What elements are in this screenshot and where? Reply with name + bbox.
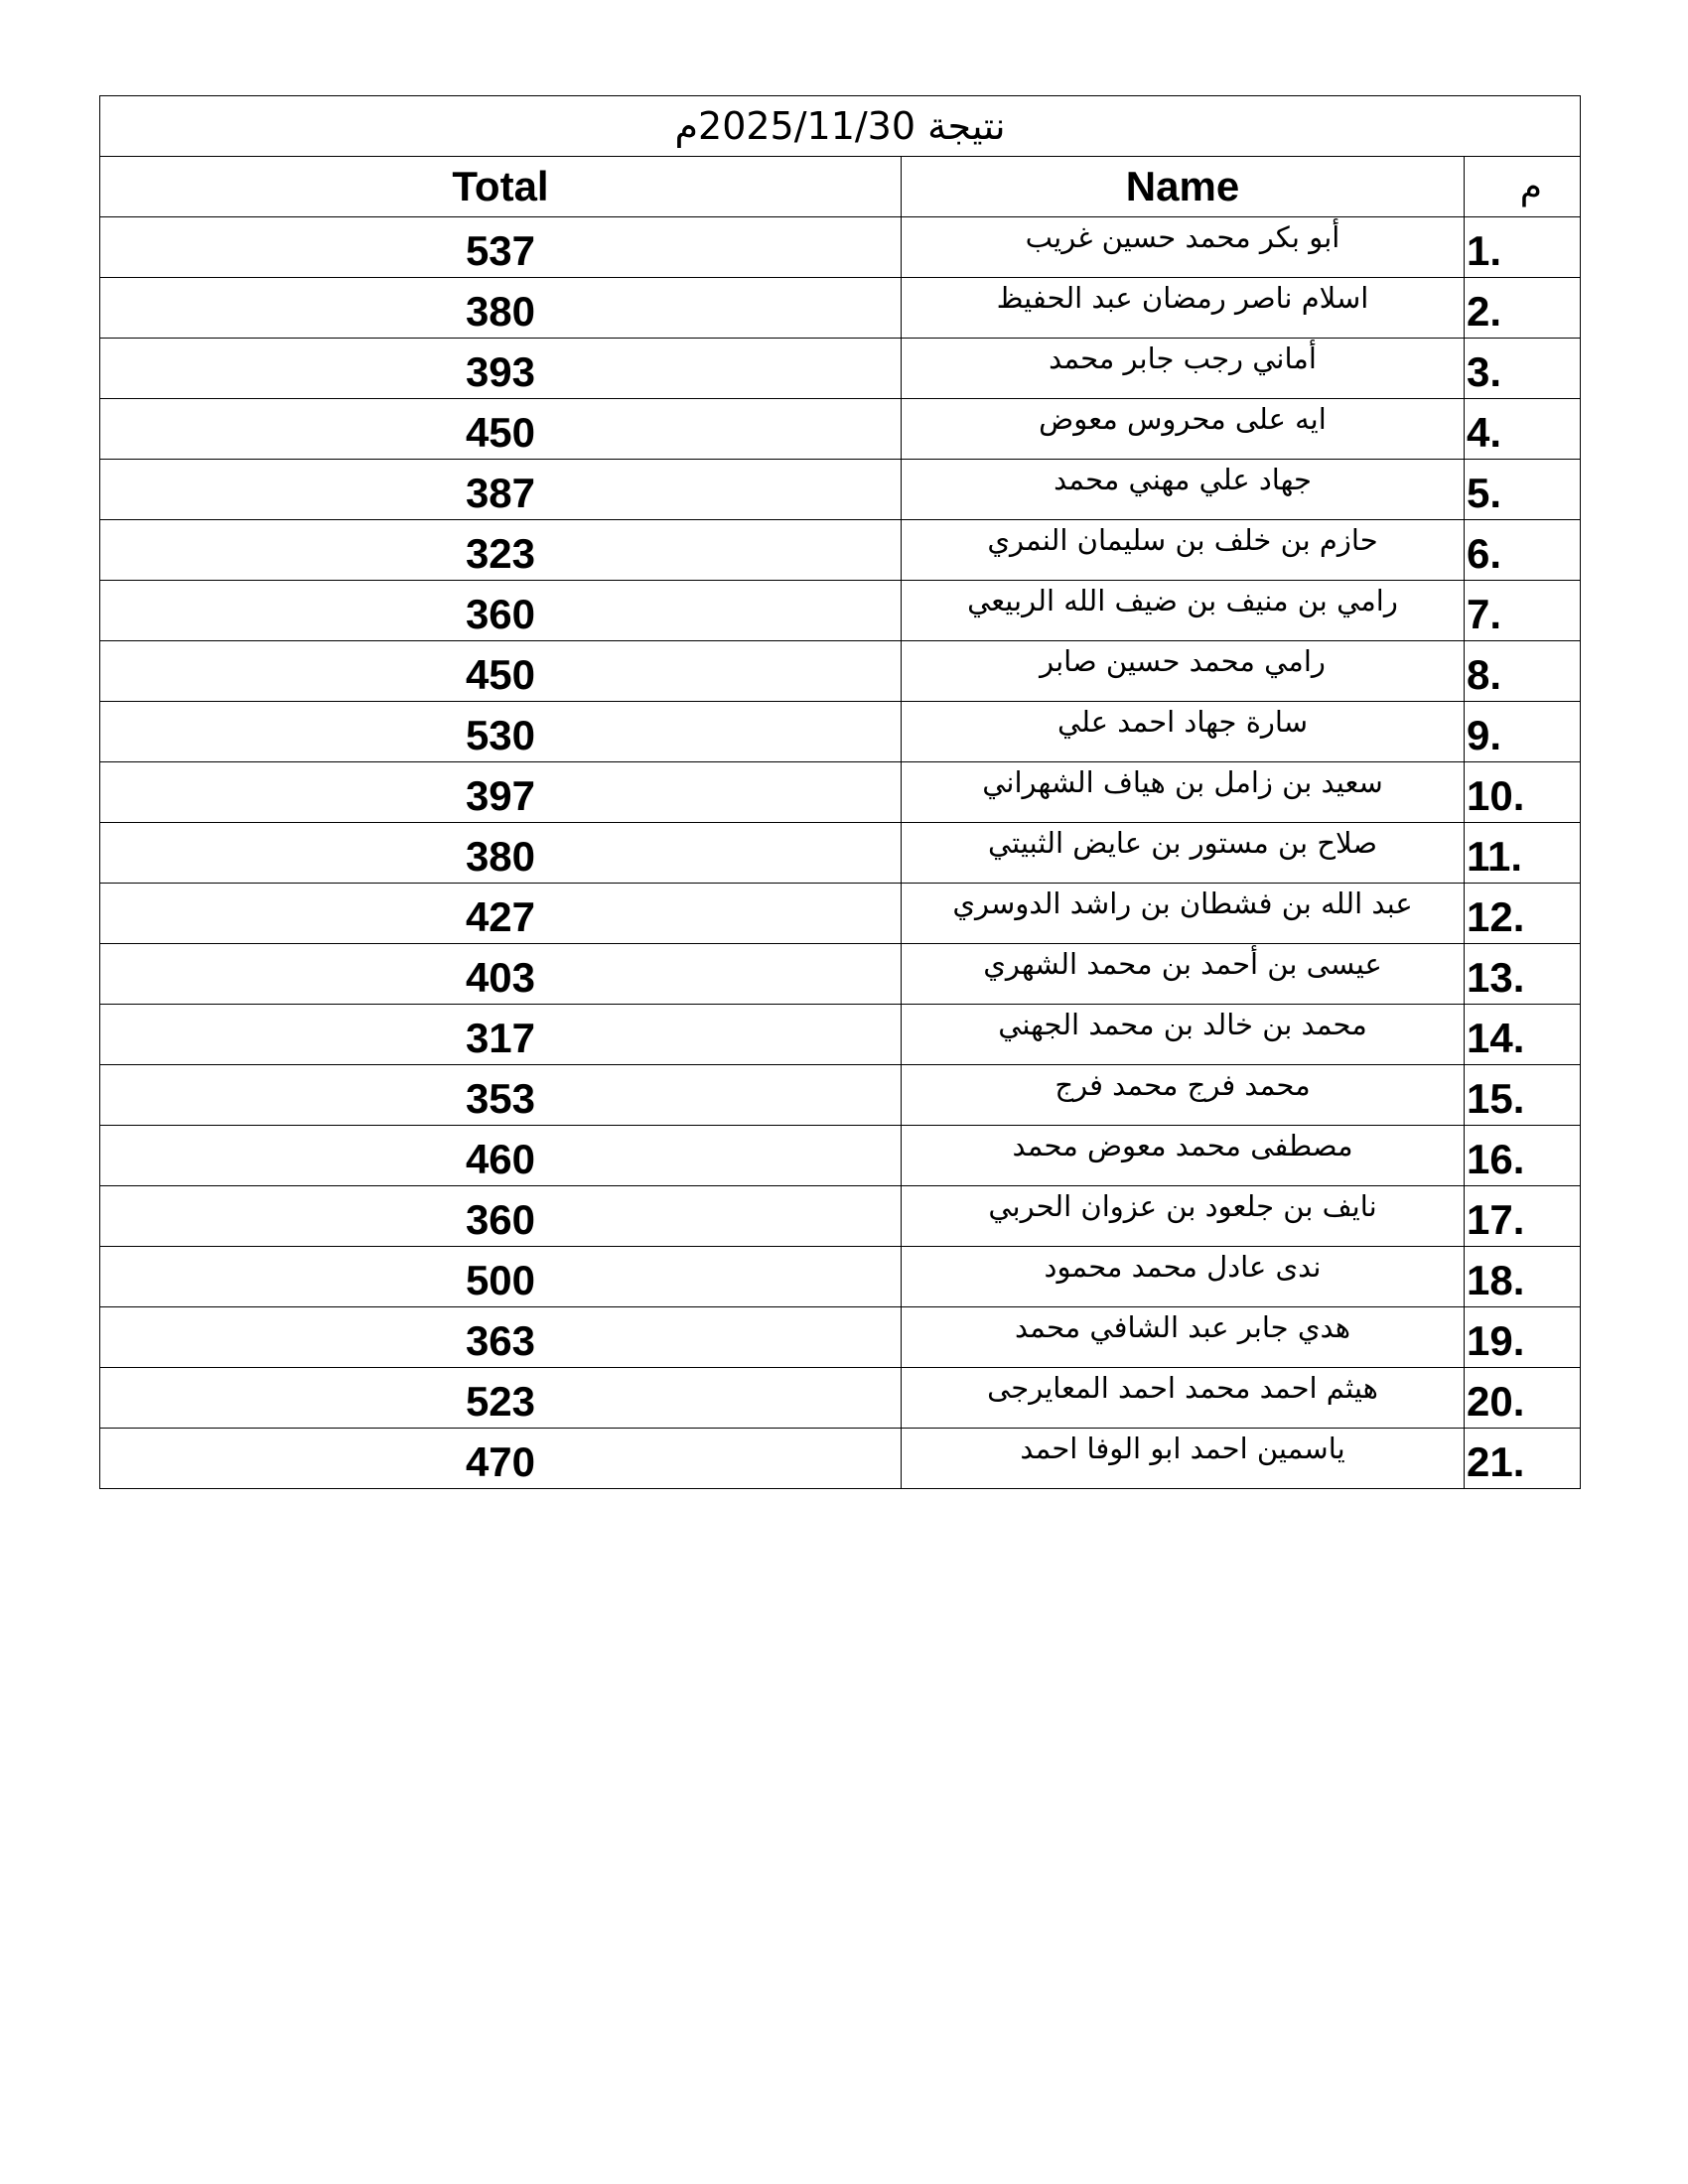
header-number: م [1465,157,1581,217]
row-number-cell: 14. [1465,1005,1581,1065]
name-cell: سعيد بن زامل بن هياف الشهراني [902,762,1465,823]
name-cell: أبو بكر محمد حسين غريب [902,217,1465,278]
total-cell: 523 [100,1368,902,1429]
table-row [100,217,1581,278]
row-number-cell: 18. [1465,1247,1581,1307]
row-number-cell: 12. [1465,884,1581,944]
row-number-cell: 8. [1465,641,1581,702]
total-cell: 360 [100,1186,902,1247]
table-row [100,762,1581,823]
row-number-cell: 1. [1465,217,1581,278]
name-cell: هيثم احمد محمد احمد المعايرجى [902,1368,1465,1429]
table-row [100,1005,1581,1065]
table-row [100,520,1581,581]
name-cell: هدي جابر عبد الشافي محمد [902,1307,1465,1368]
name-cell: صلاح بن مستور بن عايض الثبيتي [902,823,1465,884]
name-cell: ايه على محروس معوض [902,399,1465,460]
row-number-cell: 15. [1465,1065,1581,1126]
name-cell: حازم بن خلف بن سليمان النمري [902,520,1465,581]
total-cell: 397 [100,762,902,823]
total-cell: 393 [100,339,902,399]
header-name: Name [902,157,1465,217]
total-cell: 380 [100,823,902,884]
row-number-cell: 19. [1465,1307,1581,1368]
name-cell: رامي بن منيف بن ضيف الله الربيعي [902,581,1465,641]
total-cell: 363 [100,1307,902,1368]
row-number-cell: 6. [1465,520,1581,581]
row-number-cell: 9. [1465,702,1581,762]
name-cell: عيسى بن أحمد بن محمد الشهري [902,944,1465,1005]
total-cell: 500 [100,1247,902,1307]
name-cell: عبد الله بن فشطان بن راشد الدوسري [902,884,1465,944]
row-number-cell: 7. [1465,581,1581,641]
row-number-cell: 2. [1465,278,1581,339]
total-cell: 450 [100,399,902,460]
table-row [100,1186,1581,1247]
table-row [100,1429,1581,1489]
total-cell: 450 [100,641,902,702]
total-cell: 530 [100,702,902,762]
row-number-cell: 3. [1465,339,1581,399]
total-cell: 537 [100,217,902,278]
name-cell: نايف بن جلعود بن عزوان الحربي [902,1186,1465,1247]
row-number-cell: 10. [1465,762,1581,823]
total-cell: 360 [100,581,902,641]
header-row [100,157,1581,217]
name-cell: محمد بن خالد بن محمد الجهني [902,1005,1465,1065]
name-cell: أماني رجب جابر محمد [902,339,1465,399]
name-cell: جهاد علي مهني محمد [902,460,1465,520]
table-row [100,1126,1581,1186]
table-row [100,944,1581,1005]
total-cell: 403 [100,944,902,1005]
name-cell: ياسمين احمد ابو الوفا احمد [902,1429,1465,1489]
name-cell: ندى عادل محمد محمود [902,1247,1465,1307]
total-cell: 460 [100,1126,902,1186]
title-row [100,96,1581,157]
document-title: نتيجة 2025/11/30م [100,96,1581,157]
name-cell: رامي محمد حسين صابر [902,641,1465,702]
table-row [100,823,1581,884]
total-cell: 353 [100,1065,902,1126]
total-cell: 380 [100,278,902,339]
total-cell: 323 [100,520,902,581]
table-row [100,641,1581,702]
table-row [100,278,1581,339]
table-row [100,702,1581,762]
row-number-cell: 17. [1465,1186,1581,1247]
name-cell: مصطفى محمد معوض محمد [902,1126,1465,1186]
row-number-cell: 11. [1465,823,1581,884]
table-row [100,1307,1581,1368]
name-cell: اسلام ناصر رمضان عبد الحفيظ [902,278,1465,339]
total-cell: 317 [100,1005,902,1065]
row-number-cell: 5. [1465,460,1581,520]
table-row [100,339,1581,399]
row-number-cell: 4. [1465,399,1581,460]
total-cell: 427 [100,884,902,944]
header-total: Total [100,157,902,217]
name-cell: سارة جهاد احمد علي [902,702,1465,762]
table-row [100,1368,1581,1429]
total-cell: 387 [100,460,902,520]
results-table [99,95,1581,1489]
row-number-cell: 16. [1465,1126,1581,1186]
row-number-cell: 21. [1465,1429,1581,1489]
table-row [100,399,1581,460]
name-cell: محمد فرج محمد فرج [902,1065,1465,1126]
table-row [100,460,1581,520]
table-row [100,581,1581,641]
row-number-cell: 20. [1465,1368,1581,1429]
results-body [100,217,1581,1489]
table-row [100,1065,1581,1126]
table-row [100,884,1581,944]
total-cell: 470 [100,1429,902,1489]
table-row [100,1247,1581,1307]
row-number-cell: 13. [1465,944,1581,1005]
